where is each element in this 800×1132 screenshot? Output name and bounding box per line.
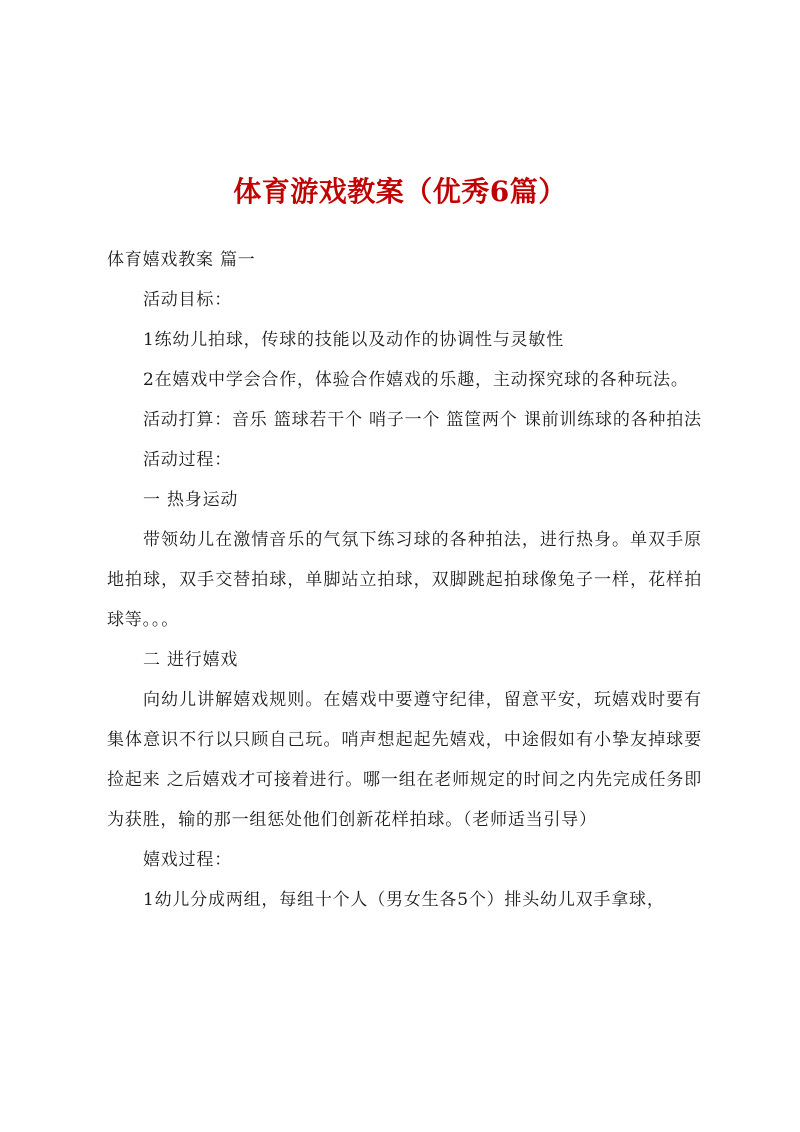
paragraph: 二 进行嬉戏 — [143, 650, 239, 670]
paragraph: 活动目标： — [143, 290, 232, 310]
paragraph: 1幼儿分成两组，每组十个人（男女生各5个）排头幼儿双手拿球， — [143, 890, 665, 910]
paragraph: 活动过程： — [143, 450, 232, 470]
paragraph: 2在嬉戏中学会合作，体验合作嬉戏的乐趣，主动探究球的各种玩法。 — [143, 370, 689, 390]
paragraph: 一 热身运动 — [143, 490, 239, 510]
paragraph: 带领幼儿在激情音乐的气氛下练习球的各种拍法，进行热身。单双手原地拍球，双手交替拍球，单脚站立拍球，双脚跳起拍球像兔子一样，花样拍球等。。。 — [107, 530, 702, 630]
document-body — [107, 240, 702, 920]
paragraph: 向幼儿讲解嬉戏规则。在嬉戏中要遵守纪律，留意平安，玩嬉戏时要有集体意识不行以只顾自己玩。哨声想起起先嬉戏，中途假如有小挚友掉球要捡起来 之后嬉戏才可接着进行。哪一组在老师规定的时间之内先完成任务即为获胜，输的那一组惩处他们创新花样拍球。（老师适当引导） — [107, 690, 702, 830]
paragraph: 活动打算：音乐 篮球若干个 哨子一个 篮筐两个 课前训练球的各种拍法 — [143, 410, 702, 430]
paragraph: 1练幼儿拍球，传球的技能以及动作的协调性与灵敏性 — [143, 330, 565, 350]
document-title: 体育游戏教案（优秀6篇） — [233, 175, 567, 208]
section-heading: 体育嬉戏教案 篇一 — [107, 250, 256, 270]
paragraph: 嬉戏过程： — [143, 850, 232, 870]
